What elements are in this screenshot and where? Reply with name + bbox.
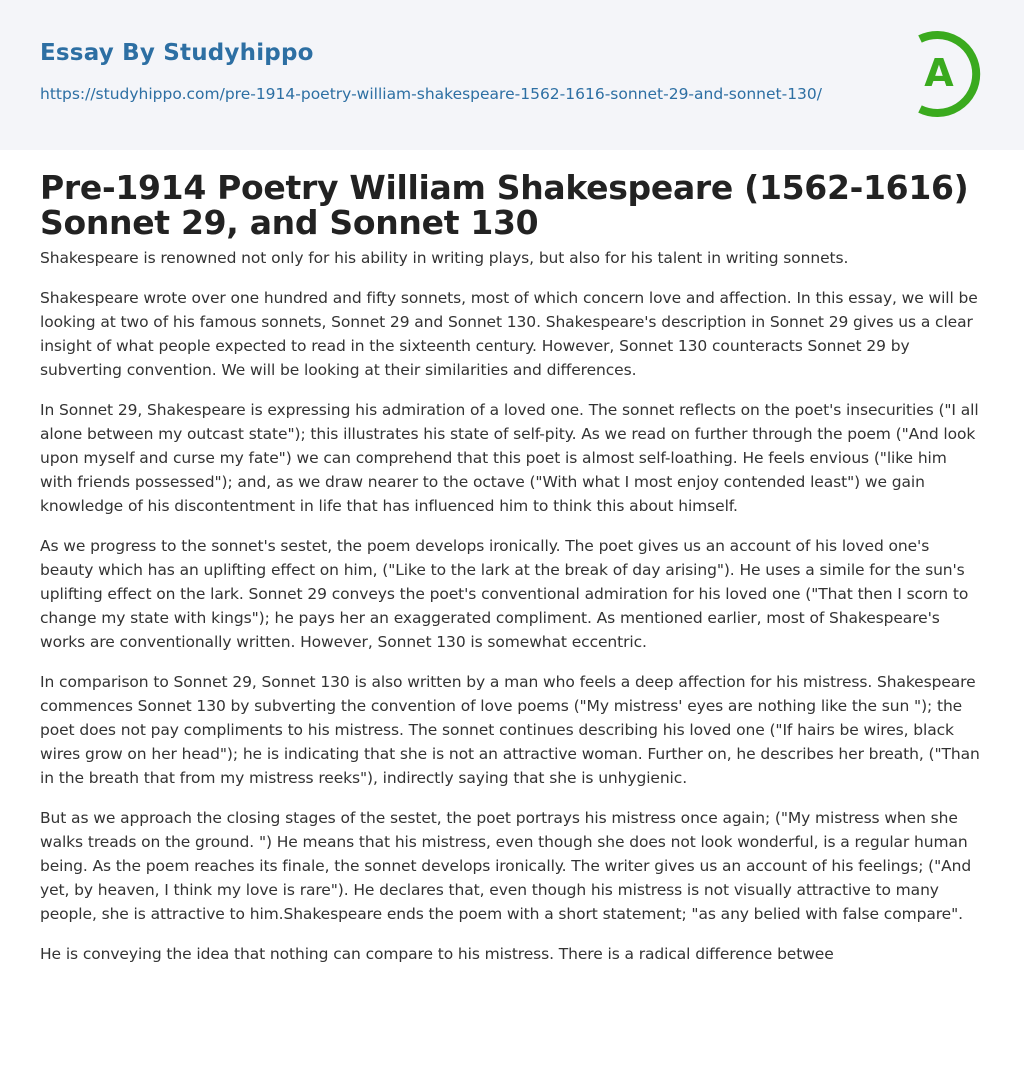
article-paragraph: In Sonnet 29, Shakespeare is expressing his admiration of a loved one. The sonnet reflects on the poet's insecurities ("I all alone between my outcast state"); this illustrates his state of self-pity. As we read on further through the poem ("And look upon myself and curse my fate") we can comprehend that this poet is almost self-loathing. He feels envious ("like him with friends possessed"); and, as we draw nearer to the octave ("With what I most enjoy contended least") we gain knowledge of his discontentment in life that has influenced him to think this about himself. [40, 401, 979, 515]
article [0, 170, 1024, 966]
logo-letter: A [924, 51, 954, 95]
article-paragraph: But as we approach the closing stages of the sestet, the poet portrays his mistress once again; ("My mistress when she walks treads on the ground. ") He means that his mistress, even though she does not look wonderful, is a regular human being. As the poem reaches its finale, the sonnet develops ironically. The writer gives us an account of his feelings; ("And yet, by heaven, I think my love is rare"). He declares that, even though his mistress is not visually attractive to many people, she is attractive to him.Shakespeare ends the poem with a short statement; "as any belied with false compare". [40, 809, 972, 923]
site-brand[interactable]: Essay By Studyhippo [40, 40, 314, 66]
article-paragraph-truncated: He is conveying the idea that nothing can compare to his mistress. There is a radical difference betwee [40, 945, 834, 963]
site-header [0, 0, 1024, 150]
article-paragraph: As we progress to the sonnet's sestet, the poem develops ironically. The poet gives us an account of his loved one's beauty which has an uplifting effect on him, ("Like to the lark at the break of day arising"). He uses a simile for the sun's uplifting effect on the lark. Sonnet 29 conveys the poet's conventional admiration for his loved one ("That then I scorn to change my state with kings"); he pays her an exaggerated compliment. As mentioned earlier, most of Shakespeare's works are conventionally written. However, Sonnet 130 is somewhat eccentric. [40, 537, 969, 651]
source-url-link[interactable]: https://studyhippo.com/pre-1914-poetry-william-shakespeare-1562-1616-sonnet-29-and-sonnet-130/ [40, 85, 823, 103]
article-title: Pre-1914 Poetry William Shakespeare (1562-1616) Sonnet 29, and Sonnet 130 [40, 168, 969, 242]
studyhippo-logo-icon[interactable] [896, 28, 988, 120]
article-paragraph: In comparison to Sonnet 29, Sonnet 130 is also written by a man who feels a deep affection for his mistress. Shakespeare commences Sonnet 130 by subverting the convention of love poems ("My mistress' eyes are nothing like the sun "); the poet does not pay compliments to his mistress. The sonnet continues describing his loved one ("If hairs be wires, black wires grow on her head"); he is indicating that she is not an attractive woman. Further on, he describes her breath, ("Than in the breath that from my mistress reeks"), indirectly saying that she is unhygienic. [40, 673, 980, 787]
article-paragraph: Shakespeare wrote over one hundred and fifty sonnets, most of which concern love and affection. In this essay, we will be looking at two of his famous sonnets, Sonnet 29 and Sonnet 130. Shakespeare's description in Sonnet 29 gives us a clear insight of what people expected to read in the sixteenth century. However, Sonnet 130 counteracts Sonnet 29 by subverting convention. We will be looking at their similarities and differences. [40, 289, 978, 379]
article-paragraph: Shakespeare is renowned not only for his ability in writing plays, but also for his talent in writing sonnets. [40, 249, 849, 267]
